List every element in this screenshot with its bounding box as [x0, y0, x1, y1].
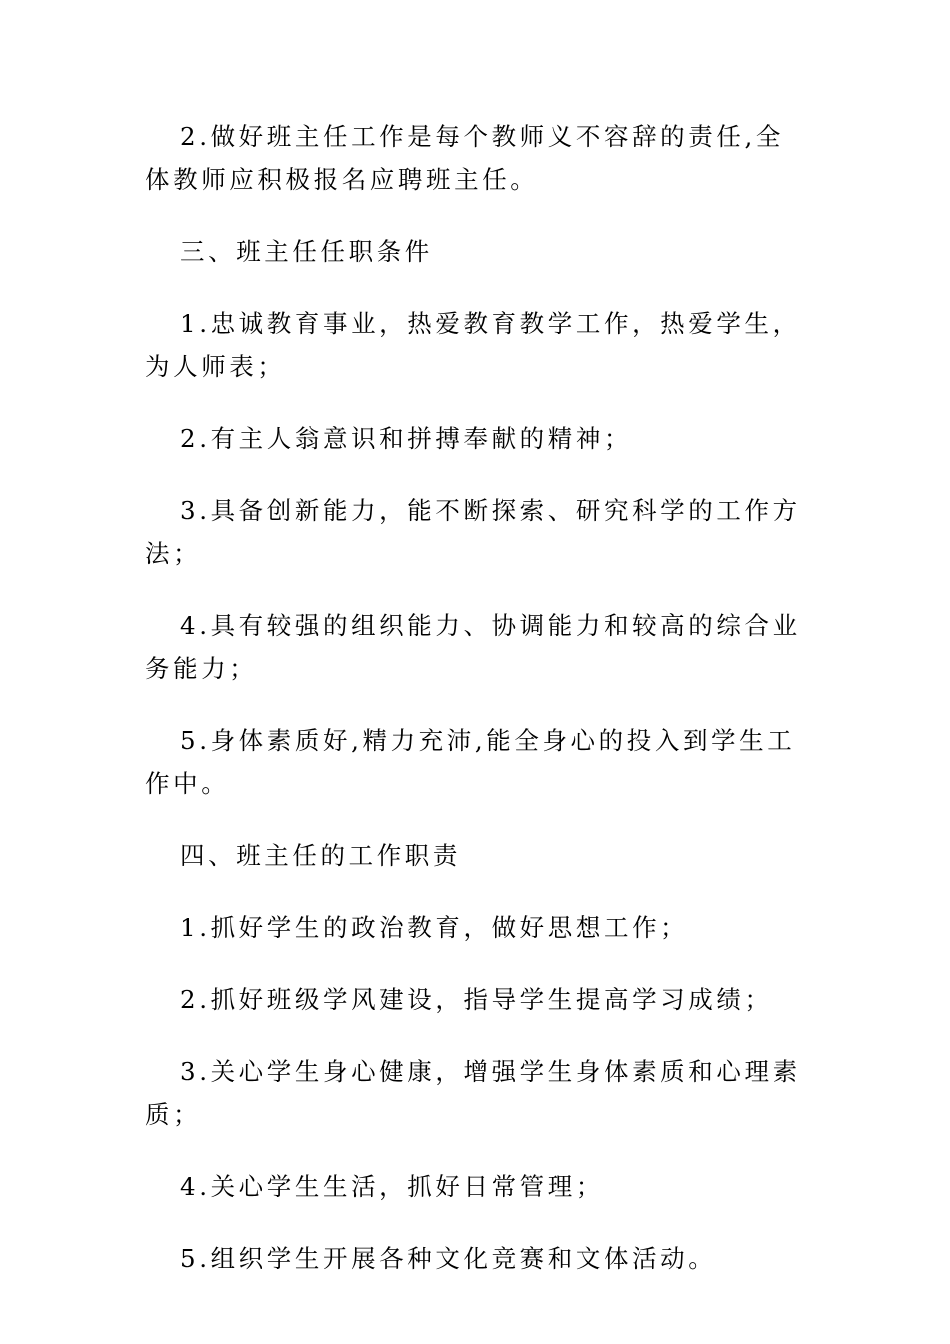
responsibility-item-2: 2.抓好班级学风建设，指导学生提高学习成绩； — [180, 985, 773, 1014]
document-body — [145, 115, 810, 1280]
responsibility-item-3: 3.关心学生身心健康，增强学生身体素质和心理素质； — [145, 1057, 801, 1129]
responsibility-item-5: 5.组织学生开展各种文化竞赛和文体活动。 — [180, 1244, 717, 1273]
section-heading-qualifications: 三、班主任任职条件 — [180, 237, 433, 266]
qualification-item-5: 5.身体素质好,精力充沛,能全身心的投入到学生工作中。 — [145, 726, 796, 798]
paragraph-duty-2: 2.做好班主任工作是每个教师义不容辞的责任,全体教师应积极报名应聘班主任。 — [145, 122, 784, 194]
responsibility-item-1: 1.抓好学生的政治教育，做好思想工作； — [180, 913, 689, 942]
qualification-item-4: 4.具有较强的组织能力、协调能力和较高的综合业务能力； — [145, 611, 801, 683]
qualification-item-1: 1.忠诚教育事业，热爱教育教学工作，热爱学生，为人师表； — [145, 309, 801, 381]
responsibility-item-4: 4.关心学生生活，抓好日常管理； — [180, 1172, 604, 1201]
qualification-item-3: 3.具备创新能力，能不断探索、研究科学的工作方法； — [145, 496, 801, 568]
qualification-item-2: 2.有主人翁意识和拼搏奉献的精神； — [180, 424, 633, 453]
section-heading-responsibilities: 四、班主任的工作职责 — [180, 841, 461, 870]
